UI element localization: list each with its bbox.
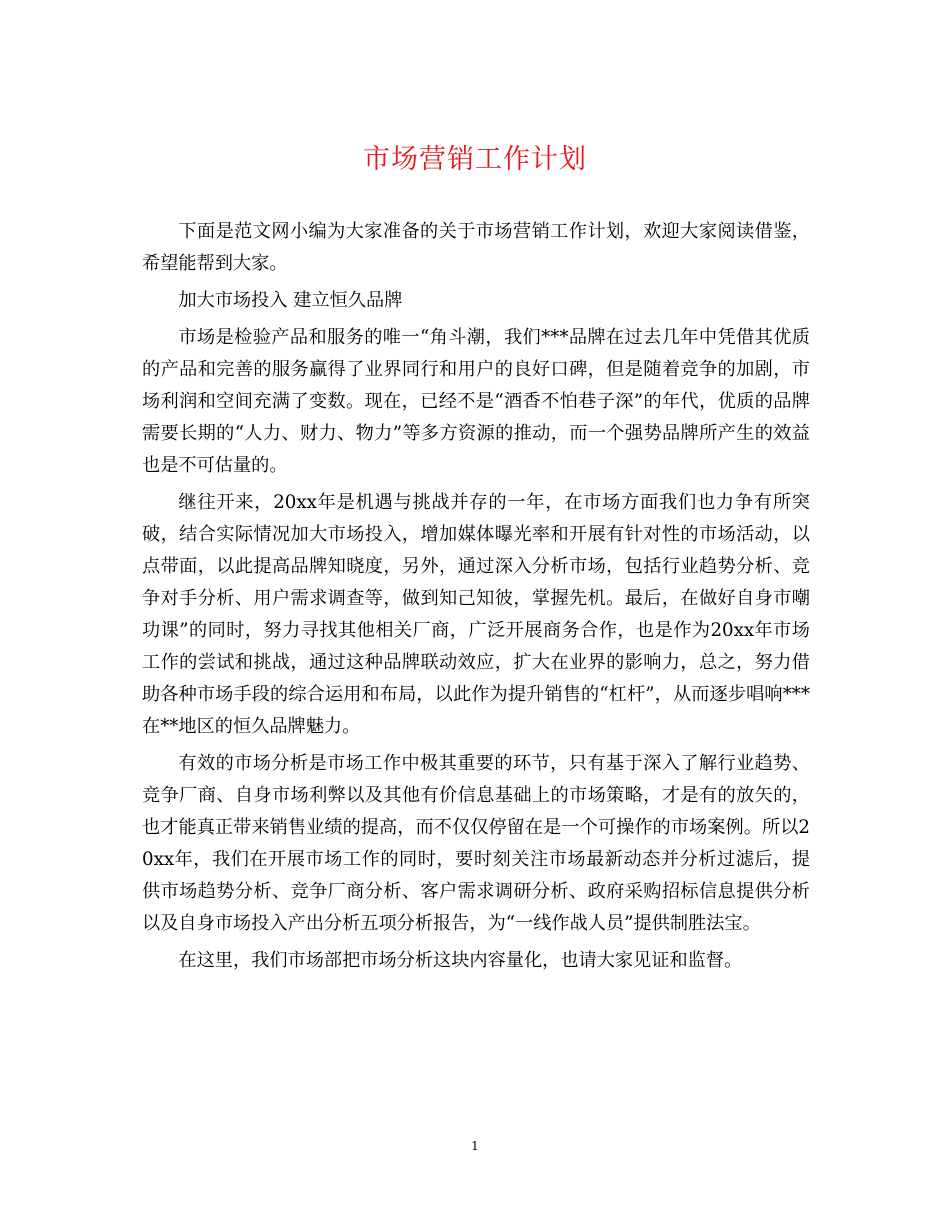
paragraph-closing: 在这里，我们市场部把市场分析这块内容量化，也请大家见证和监督。 — [178, 950, 743, 971]
paragraph-plan: 继往开来，20xx年是机遇与挑战并存的一年，在市场方面我们也力争有所突破，结合实际情况加大市场投入，增加媒体曝光率和开展有针对性的市场活动，以点带面，以此提高品牌知晓度，另外，通过深入分析市场，包括行业趋势分析、竞争对手分析、用户需求调查等，做到知己知彼，掌握先机。最后，在做好自身市嘲功课”的同时，努力寻找其他相关厂商，广泛开展商务合作，也是作为20xx年市场工作的尝试和挑战，通过这种品牌联动效应，扩大在业界的影响力，总之，努力借助各种市场手段的综合运用和布局，以此作为提升销售的“杠杆”，从而逐步唱响***在**地区的恒久品牌魅力。 — [142, 492, 810, 737]
document-body — [142, 216, 810, 982]
paragraph-market: 市场是检验产品和服务的唯一“角斗潮，我们***品牌在过去几年中凭借其优质的产品和完善的服务赢得了业界同行和用户的良好口碑，但是随着竞争的加剧，市场利润和空间充满了变数。现在，已经不是“酒香不怕巷子深”的年代，优质的品牌需要长期的“人力、财力、物力”等多方资源的推动，而一个强势品牌所产生的效益也是不可估量的。 — [142, 327, 810, 476]
section-heading: 加大市场投入 建立恒久品牌 — [178, 290, 403, 311]
paragraph-intro: 下面是范文网小编为大家准备的关于市场营销工作计划，欢迎大家阅读借鉴，希望能帮到大家。 — [142, 221, 810, 274]
paragraph-analysis: 有效的市场分析是市场工作中极其重要的环节，只有基于深入了解行业趋势、竞争厂商、自身市场利弊以及其他有价信息基础上的市场策略，才是有的放矢的，也才能真正带来销售业绩的提高，而不仅仅停留在是一个可操作的市场案例。所以20xx年，我们在开展市场工作的同时，要时刻关注市场最新动态并分析过滤后，提供市场趋势分析、竞争厂商分析、客户需求调研分析、政府采购招标信息提供分析以及自身市场投入产出分析五项分析报告，为“一线作战人员”提供制胜法宝。 — [142, 753, 810, 934]
document-title: 市场营销工作计划 — [363, 144, 587, 175]
page-number: 1 — [471, 1139, 479, 1153]
